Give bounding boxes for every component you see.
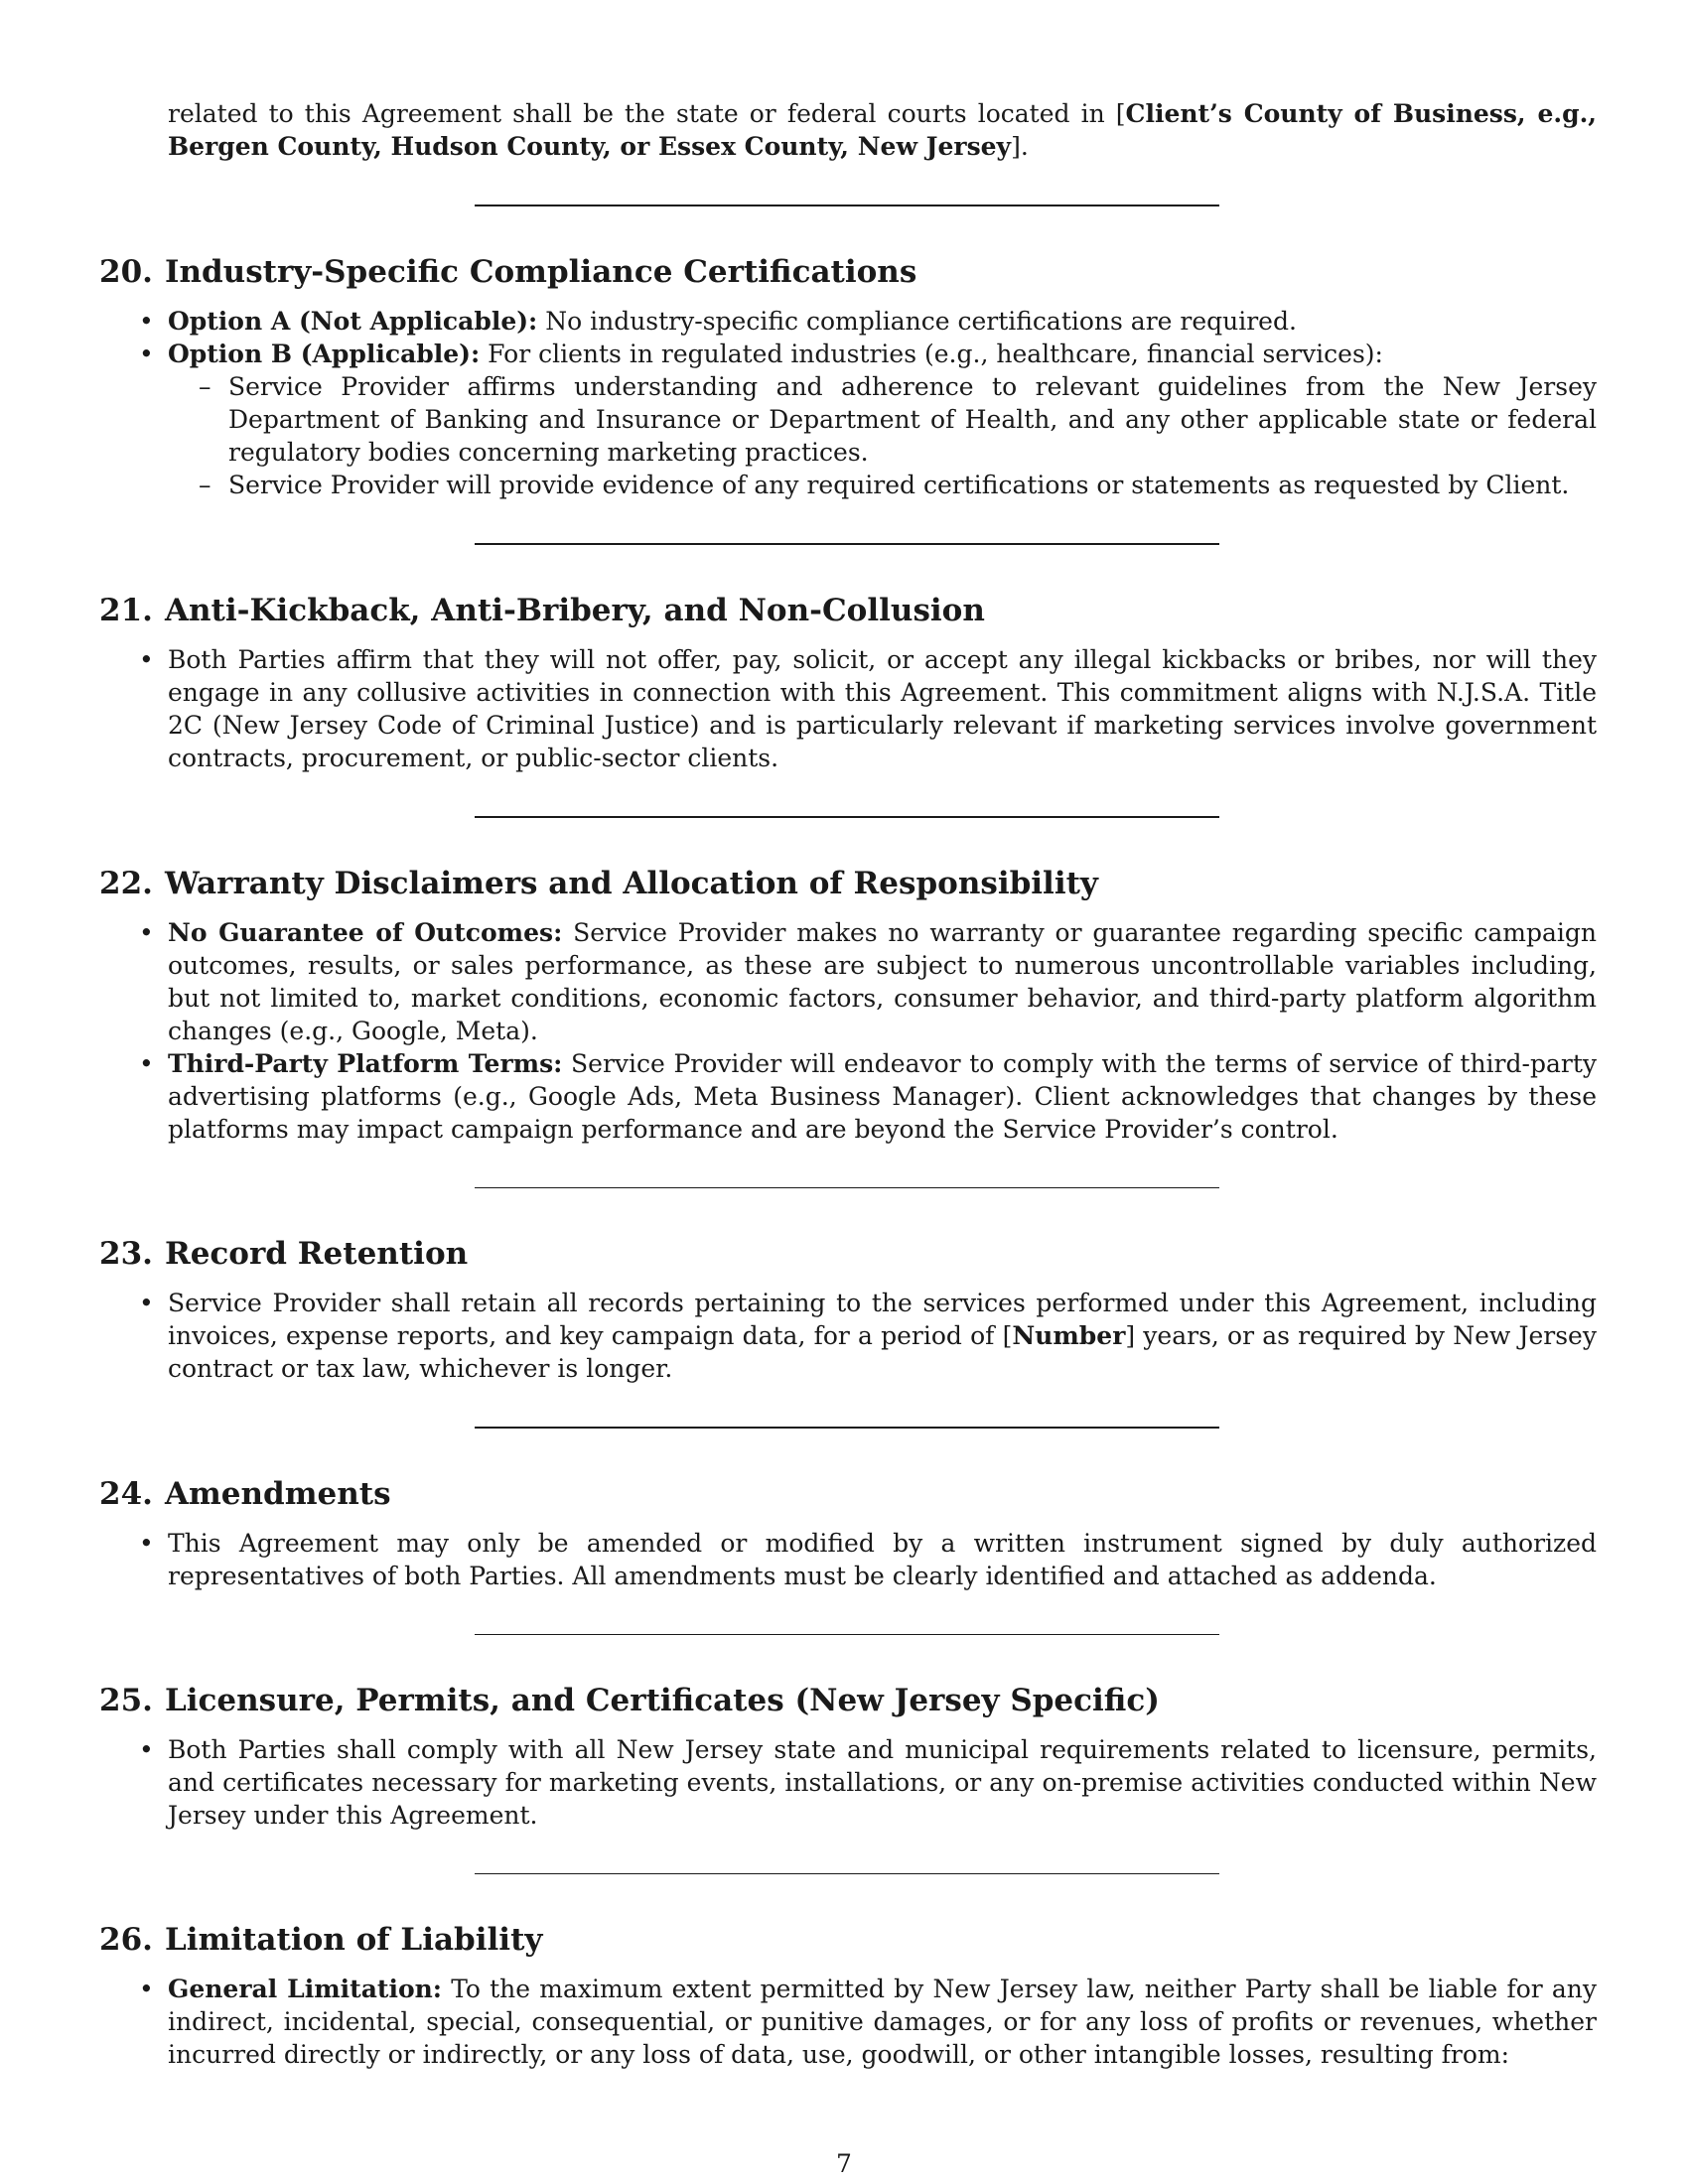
section-heading bbox=[99, 590, 1597, 631]
section-divider bbox=[475, 1427, 1219, 1429]
item-text: ] years, or as required by New Jersey contract or tax law, whichever is longer. bbox=[168, 1321, 1597, 1383]
item-text: Service Provider makes no warranty or guarantee regarding specific campaign outcomes, results, or sales performance, as these are subject to numerous uncontrollable variables including, but not limited to, market conditions, economic factors, consumer behavior, and third-party platform algorithm changes (e.g., Google, Meta). bbox=[168, 918, 1597, 1045]
item-label: Option B (Applicable): bbox=[168, 340, 481, 368]
section-title: Industry-Specific Compliance Certifications bbox=[164, 254, 917, 290]
section-20 bbox=[99, 251, 1597, 501]
sub-list-item: – Service Provider affirms understanding and adherence to relevant guidelines from the New Jersey Department of Banking and Insurance or Department of Health, and any other applicable state or federal regulatory bodies concerning marketing practices. bbox=[228, 370, 1597, 469]
intro-bold-placeholder: Client’s County of Business, e.g., Bergen County, Hudson County, or Essex County, New Jersey bbox=[168, 99, 1597, 161]
section-number: 21. bbox=[99, 593, 153, 628]
bullet-list bbox=[99, 1527, 1597, 1592]
section-25 bbox=[99, 1680, 1597, 1832]
list-item bbox=[168, 305, 1597, 338]
bullet-list bbox=[99, 643, 1597, 774]
intro-text: related to this Agreement shall be the state or federal courts located in [ bbox=[168, 99, 1126, 128]
intro-text-end: ]. bbox=[1011, 132, 1029, 161]
section-heading bbox=[99, 1473, 1597, 1515]
section-divider bbox=[475, 543, 1219, 545]
section-heading bbox=[99, 863, 1597, 904]
item-label: No Guarantee of Outcomes: bbox=[168, 918, 563, 947]
list-item bbox=[168, 338, 1597, 501]
item-text: Service Provider shall retain all records pertaining to the services performed under this Agreement, including invoices, expense reports, and key campaign data, for a period of [ bbox=[168, 1289, 1597, 1350]
list-item: • Both Parties affirm that they will not offer, pay, solicit, or accept any illegal kickbacks or bribes, nor will they engage in any collusive activities in connection with this Agreement. This commitment aligns with N.J.S.A. Title 2C (New Jersey Code of Criminal Justice) and is particularly relevant if marketing services involve government contracts, procurement, or public-sector clients. bbox=[168, 643, 1597, 774]
section-22 bbox=[99, 863, 1597, 1146]
section-title: Warranty Disclaimers and Allocation of Responsibility bbox=[164, 866, 1098, 901]
sub-list bbox=[168, 370, 1597, 501]
section-number: 20. bbox=[99, 254, 153, 290]
page-number: 7 bbox=[836, 2149, 852, 2178]
section-divider bbox=[475, 1873, 1219, 1874]
number-placeholder: Number bbox=[1012, 1321, 1126, 1350]
item-text: Service Provider will endeavor to comply with the terms of service of third-party advertising platforms (e.g., Google Ads, Meta Business Manager). Client acknowledges that changes by these platforms may impact campaign performance and are beyond the Service Provider’s control. bbox=[168, 1049, 1597, 1144]
list-item bbox=[168, 1973, 1597, 2071]
section-23 bbox=[99, 1233, 1597, 1385]
item-text: To the maximum extent permitted by New Jersey law, neither Party shall be liable for any indirect, incidental, special, consequential, or punitive damages, or for any loss of profits or revenues, whether incurred directly or indirectly, or any loss of data, use, goodwill, or other intangible losses, resulting from: bbox=[168, 1975, 1597, 2069]
item-text: No industry-specific compliance certifications are required. bbox=[537, 307, 1297, 336]
section-title: Record Retention bbox=[164, 1236, 469, 1272]
sub-list-item: – Service Provider will provide evidence of any required certifications or statements as requested by Client. bbox=[228, 469, 1597, 501]
item-label: Third-Party Platform Terms: bbox=[168, 1049, 563, 1078]
list-item: • Both Parties shall comply with all New Jersey state and municipal requirements related to licensure, permits, and certificates necessary for marketing events, installations, or any on-premise activities conducted within New Jersey under this Agreement. bbox=[168, 1733, 1597, 1832]
section-number: 22. bbox=[99, 866, 153, 901]
section-title: Amendments bbox=[164, 1476, 391, 1512]
item-text: For clients in regulated industries (e.g., healthcare, financial services): bbox=[480, 340, 1383, 368]
section-heading bbox=[99, 251, 1597, 293]
bullet-list bbox=[99, 305, 1597, 501]
section-heading bbox=[99, 1680, 1597, 1721]
section-21 bbox=[99, 590, 1597, 774]
section-title: Licensure, Permits, and Certificates (New Jersey Specific) bbox=[164, 1683, 1160, 1718]
section-title: Limitation of Liability bbox=[164, 1922, 543, 1958]
section-number: 23. bbox=[99, 1236, 153, 1272]
section-24 bbox=[99, 1473, 1597, 1592]
list-item bbox=[168, 916, 1597, 1047]
section-divider bbox=[475, 205, 1219, 206]
section-heading bbox=[99, 1233, 1597, 1275]
section-divider bbox=[475, 1634, 1219, 1635]
section-title: Anti-Kickback, Anti-Bribery, and Non-Collusion bbox=[164, 593, 985, 628]
document-body bbox=[99, 97, 1597, 2071]
intro-paragraph bbox=[168, 97, 1597, 163]
item-label: General Limitation: bbox=[168, 1975, 443, 2003]
section-divider bbox=[475, 1187, 1219, 1188]
bullet-list bbox=[99, 1287, 1597, 1385]
section-heading bbox=[99, 1919, 1597, 1961]
section-divider bbox=[475, 816, 1219, 818]
section-number: 26. bbox=[99, 1922, 153, 1958]
list-item bbox=[168, 1287, 1597, 1385]
item-label: Option A (Not Applicable): bbox=[168, 307, 538, 336]
list-item: • This Agreement may only be amended or modified by a written instrument signed by duly authorized representatives of both Parties. All amendments must be clearly identified and attached as addenda. bbox=[168, 1527, 1597, 1592]
section-26 bbox=[99, 1919, 1597, 2071]
bullet-list bbox=[99, 1733, 1597, 1832]
bullet-list bbox=[99, 1973, 1597, 2071]
section-number: 24. bbox=[99, 1476, 153, 1512]
list-item bbox=[168, 1047, 1597, 1146]
section-number: 25. bbox=[99, 1683, 153, 1718]
bullet-list bbox=[99, 916, 1597, 1146]
